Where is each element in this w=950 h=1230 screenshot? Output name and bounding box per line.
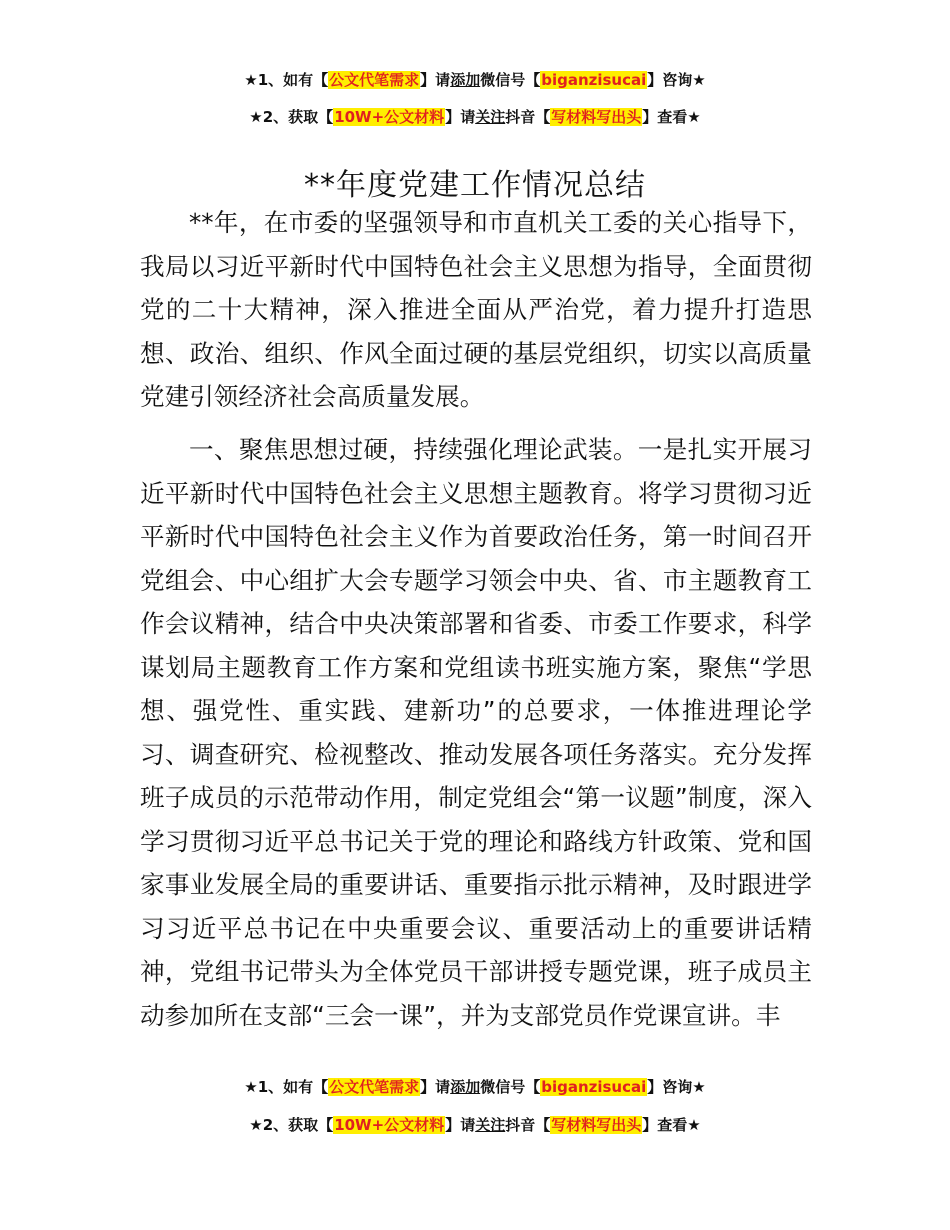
- banner-highlight: 公文代笔需求: [329, 71, 420, 89]
- banner-text: 】请: [420, 71, 451, 89]
- document-title: **年度党建工作情况总结: [304, 168, 646, 204]
- banner-text: 微信号【: [480, 71, 541, 89]
- banner-highlight: 写材料写出头: [551, 108, 642, 126]
- banner-highlight: 公文代笔需求: [329, 1078, 420, 1096]
- banner-underline: 添加: [450, 71, 481, 89]
- banner-text: 】请: [445, 108, 476, 126]
- banner-underline: 添加: [450, 1078, 481, 1096]
- banner-text: 抖音【: [505, 1116, 551, 1134]
- banner-text: 】咨询★: [647, 1078, 706, 1096]
- banner-text: 】请: [420, 1078, 451, 1096]
- banner-text: 抖音【: [505, 108, 551, 126]
- banner-highlight: 10W+公文材料: [334, 1116, 445, 1134]
- body-paragraph-1: **年，在市委的坚强领导和市直机关工委的关心指导下，我局以习近平新时代中国特色社会主义思想为指导，全面贯彻党的二十大精神，深入推进全面从严治党，着力提升打造思想、政治、组织、作风全面过硬的基层党组织，切实以高质量党建引领经济社会高质量发展。: [140, 208, 812, 411]
- banner-text: 】请: [445, 1116, 476, 1134]
- header-banner-line-1: [0, 70, 950, 90]
- banner-text: 】查看★: [642, 108, 701, 126]
- banner-text: ★2、获取【: [249, 108, 334, 126]
- banner-text: 微信号【: [480, 1078, 541, 1096]
- banner-highlight: 10W+公文材料: [334, 108, 445, 126]
- footer-banner-line-1: [0, 1077, 950, 1097]
- banner-text: ★1、如有【: [244, 1078, 329, 1096]
- banner-text: 】查看★: [642, 1116, 701, 1134]
- body-paragraph-2: 一、聚焦思想过硬，持续强化理论武装。一是扎实开展习近平新时代中国特色社会主义思想主题教育。将学习贯彻习近平新时代中国特色社会主义作为首要政治任务，第一时间召开党组会、中心组扩大会专题学习领会中央、省、市主题教育工作会议精神，结合中央决策部署和省委、市委工作要求，科学谋划局主题教育工作方案和党组读书班实施方案，聚焦“学思想、强党性、重实践、建新功”的总要求，一体推进理论学习、调查研究、检视整改、推动发展各项任务落实。充分发挥班子成员的示范带动作用，制定党组会“第一议题”制度，深入学习贯彻习近平总书记关于党的理论和路线方针政策、党和国家事业发展全局的重要讲话、重要指示批示精神，及时跟进学习习近平总书记在中央重要会议、重要活动上的重要讲话精神，党组书记带头为全体党员干部讲授专题党课，班子成员主动参加所在支部“三会一课”，并为支部党员作党课宣讲。丰: [140, 435, 812, 1030]
- header-banner-line-2: [0, 107, 950, 127]
- banner-text: ★2、获取【: [249, 1116, 334, 1134]
- banner-underline: 关注: [475, 108, 506, 126]
- banner-text: 】咨询★: [647, 71, 706, 89]
- banner-underline: 关注: [475, 1116, 506, 1134]
- footer-banner-line-2: [0, 1115, 950, 1135]
- banner-highlight: biganzisucai: [541, 71, 647, 89]
- banner-highlight: 写材料写出头: [551, 1116, 642, 1134]
- banner-highlight: biganzisucai: [541, 1078, 647, 1096]
- banner-text: ★1、如有【: [244, 71, 329, 89]
